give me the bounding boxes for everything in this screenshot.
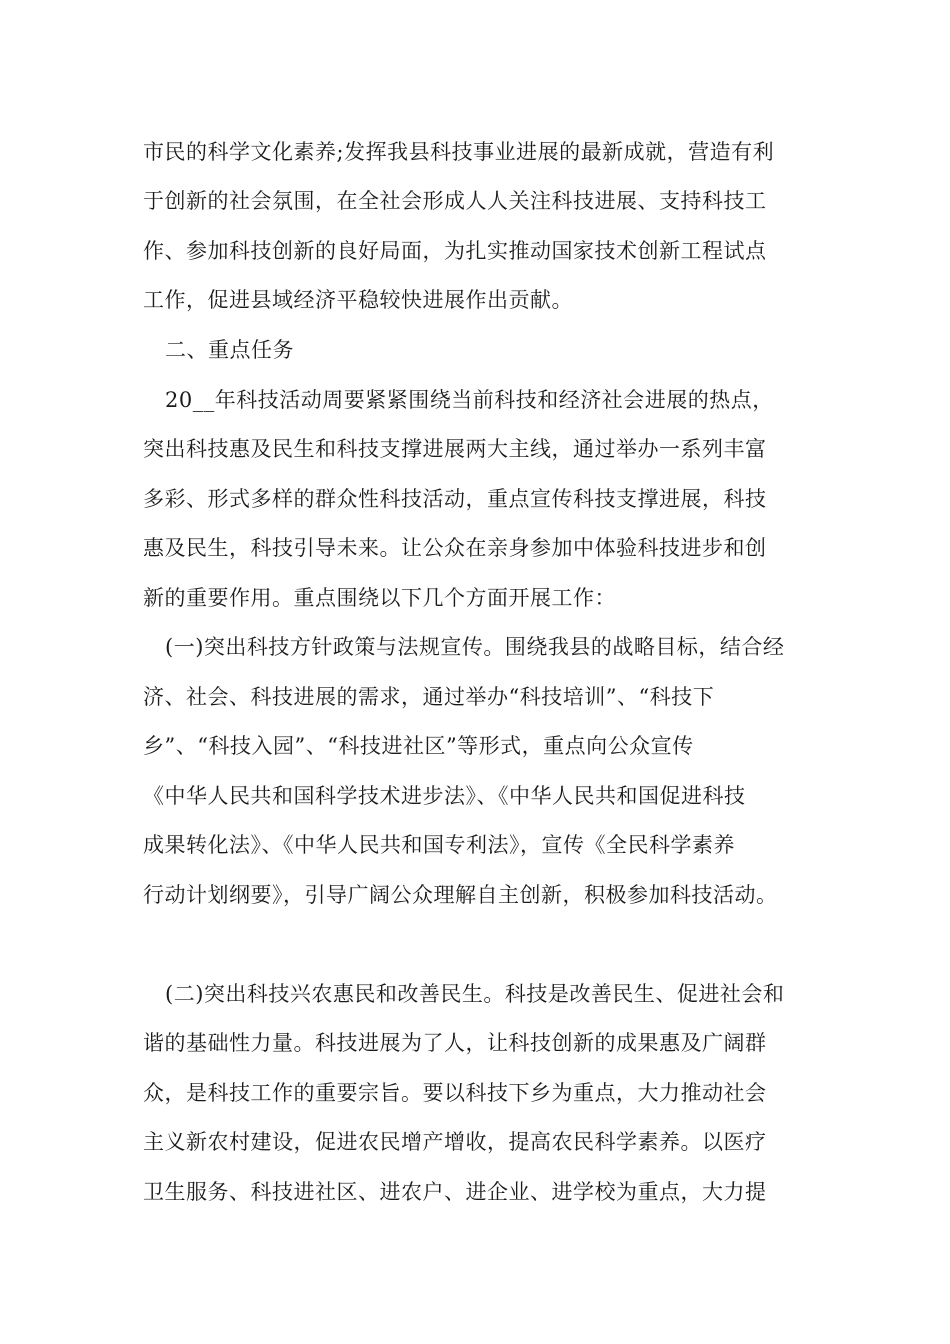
paragraph-line: 作、参加科技创新的良好局面，为扎实推动国家技术创新工程试点	[143, 239, 767, 263]
paragraph-line: 惠及民生，科技引导未来。让公众在亲身参加中体验科技进步和创	[143, 536, 767, 560]
paragraph-line: 主义新农村建设，促进农民增产增收，提高农民科学素养。以医疗	[143, 1130, 767, 1154]
paragraph-line: 众，是科技工作的重要宗旨。要以科技下乡为重点，大力推动社会	[143, 1081, 767, 1105]
paragraph-line: 谐的基础性力量。科技进展为了人，让科技创新的成果惠及广阔群	[143, 1031, 767, 1055]
paragraph-line: (一)突出科技方针政策与法规宣传。围绕我县的战略目标，结合经	[165, 635, 785, 659]
paragraph-line: 成果转化法》、《中华人民共和国专利法》，宣传《全民科学素养	[143, 833, 735, 857]
paragraph-line: 突出科技惠及民生和科技支撑进展两大主线，通过举办一系列丰富	[143, 437, 767, 461]
section-heading: 二、重点任务	[165, 338, 294, 362]
paragraph-line: 行动计划纲要》，引导广阔公众理解自主创新，积极参加科技活动。	[143, 883, 778, 907]
paragraph-line: 济、社会、科技进展的需求，通过举办“科技培训”、“科技下	[143, 685, 715, 709]
paragraph-line: 于创新的社会氛围，在全社会形成人人关注科技进展、支持科技工	[143, 189, 767, 213]
paragraph-line: 乡”、“科技入园”、“科技进社区”等形式，重点向公众宣传	[143, 734, 694, 758]
paragraph-line: 20__年科技活动周要紧紧围绕当前科技和经济社会进展的热点，	[165, 388, 774, 412]
paragraph-line: 新的重要作用。重点围绕以下几个方面开展工作：	[143, 586, 616, 610]
paragraph-line: 工作，促进县域经济平稳较快进展作出贡献。	[143, 288, 573, 312]
paragraph-line: 《中华人民共和国科学技术进步法》、《中华人民共和国促进科技	[143, 784, 746, 808]
paragraph-line: 卫生服务、科技进社区、进农户、进企业、进学校为重点，大力提	[143, 1180, 767, 1204]
paragraph-line: 市民的科学文化素养;发挥我县科技事业进展的最新成就，营造有利	[143, 140, 775, 164]
paragraph-line: 多彩、形式多样的群众性科技活动，重点宣传科技支撑进展，科技	[143, 487, 767, 511]
paragraph-line: (二)突出科技兴农惠民和改善民生。科技是改善民生、促进社会和	[165, 982, 785, 1006]
